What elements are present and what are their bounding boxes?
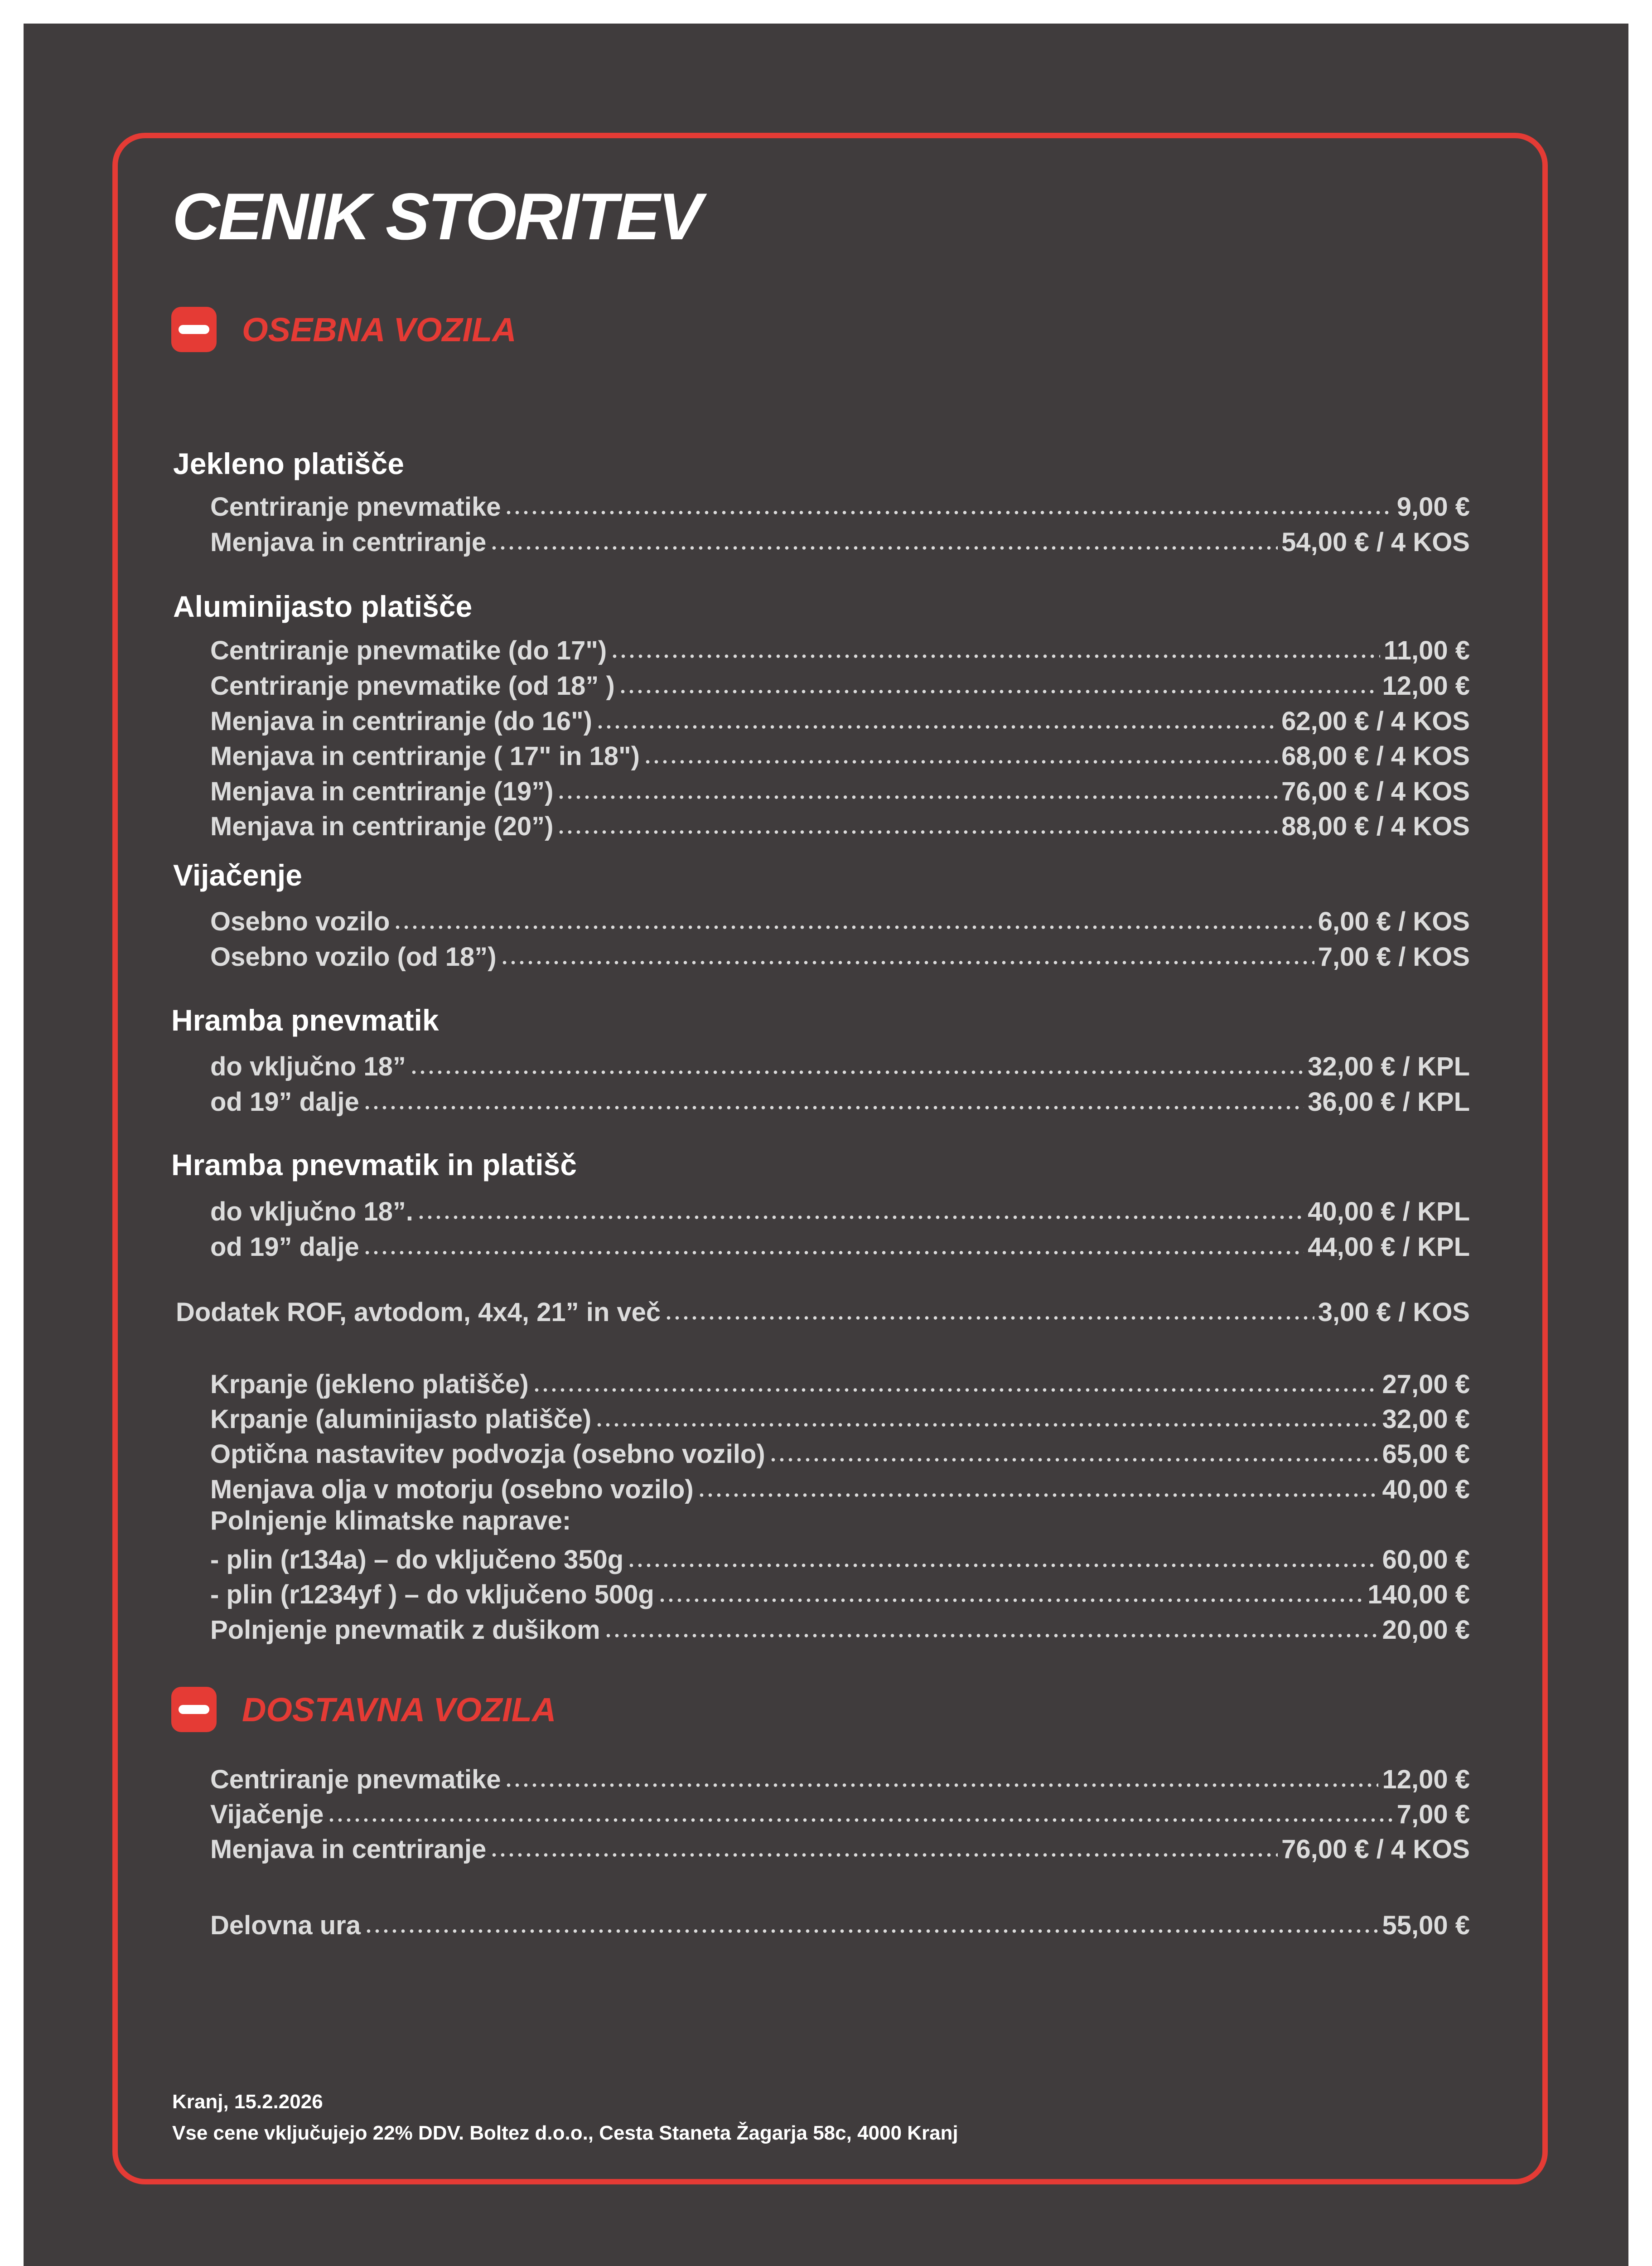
dot-leader — [500, 960, 1314, 965]
price-row — [210, 1397, 1470, 1433]
price-row — [210, 699, 1470, 735]
item-label: - plin (r134a) – do vključeno 350g — [210, 1545, 624, 1574]
dot-leader — [363, 1105, 1304, 1110]
price-row — [210, 1225, 1470, 1260]
dot-leader — [557, 830, 1278, 834]
item-label: Centriranje pnevmatike — [210, 492, 501, 522]
item-price: 9,00 € — [1396, 492, 1470, 522]
item-price: 65,00 € — [1382, 1439, 1470, 1469]
item-label: do vključno 18” — [210, 1052, 406, 1081]
item-price: 88,00 € / 4 KOS — [1281, 812, 1470, 841]
group-title-vijacenje: Vijačenje — [173, 858, 302, 892]
item-label: Menjava in centriranje ( 17" in 18") — [210, 741, 640, 771]
price-row — [210, 734, 1470, 770]
section-dostavna-vozila — [171, 1687, 556, 1732]
item-label: Menjava in centriranje (do 16") — [210, 707, 592, 736]
section-label: OSEBNA VOZILA — [242, 310, 517, 349]
dot-leader — [596, 725, 1278, 729]
dot-leader — [627, 1563, 1378, 1568]
dot-leader — [490, 546, 1278, 550]
item-price: 76,00 € / 4 KOS — [1281, 777, 1470, 806]
dot-leader — [393, 925, 1314, 930]
dot-leader — [557, 795, 1278, 799]
item-label: Menjava in centriranje (19”) — [210, 777, 554, 806]
item-price: 7,00 € — [1396, 1800, 1470, 1829]
price-row — [210, 900, 1470, 935]
footer-note: Vse cene vključujejo 22% DDV. Boltez d.o.o., Cesta Staneta Žagarja 58c, 4000 Kranj — [172, 2122, 958, 2144]
page-title: CENIK STORITEV — [172, 179, 701, 253]
price-row — [210, 770, 1470, 805]
minus-badge-icon — [171, 307, 217, 352]
item-price: 11,00 € — [1383, 636, 1470, 665]
price-row-dodatek — [176, 1290, 1470, 1326]
item-price: 55,00 € — [1382, 1911, 1470, 1940]
item-label: Menjava in centriranje (20”) — [210, 812, 554, 841]
group-title-hramba-platisc: Hramba pnevmatik in platišč — [171, 1148, 577, 1181]
item-label: Krpanje (jekleno platišče) — [210, 1370, 529, 1399]
dot-leader — [604, 1633, 1379, 1638]
item-price: 62,00 € / 4 KOS — [1281, 707, 1470, 736]
item-label: Delovna ura — [210, 1911, 361, 1940]
item-label: Centriranje pnevmatike — [210, 1765, 501, 1794]
minus-badge-icon — [171, 1687, 217, 1732]
dot-leader — [363, 1250, 1304, 1255]
item-price: 76,00 € / 4 KOS — [1281, 1835, 1470, 1864]
item-label: Centriranje pnevmatike (do 17") — [210, 636, 607, 665]
dot-leader — [618, 689, 1379, 694]
group-title-jekleno: Jekleno platišče — [173, 447, 404, 480]
klima-heading: Polnjenje klimatske naprave: — [210, 1506, 571, 1535]
item-price: 3,00 € / KOS — [1318, 1298, 1470, 1327]
item-price: 12,00 € — [1382, 1765, 1470, 1794]
item-label: Optična nastavitev podvozja (osebno vozilo) — [210, 1439, 765, 1469]
price-row — [210, 1362, 1470, 1398]
price-row — [210, 1432, 1470, 1467]
dot-leader — [610, 654, 1380, 658]
group-title-hramba: Hramba pnevmatik — [171, 1003, 439, 1037]
dot-leader — [504, 510, 1393, 515]
section-label: DOSTAVNA VOZILA — [242, 1690, 556, 1729]
item-price: 36,00 € / KPL — [1308, 1087, 1470, 1117]
price-row — [210, 1792, 1470, 1828]
section-osebna-vozila — [171, 307, 517, 352]
dot-leader — [664, 1316, 1314, 1320]
item-price: 60,00 € — [1382, 1545, 1470, 1574]
price-row — [210, 1827, 1470, 1863]
item-label: od 19” dalje — [210, 1087, 359, 1117]
item-label: Osebno vozilo — [210, 907, 390, 936]
item-price: 40,00 € — [1382, 1475, 1470, 1504]
item-label: od 19” dalje — [210, 1232, 359, 1262]
item-label: Krpanje (aluminijasto platišče) — [210, 1404, 592, 1434]
dot-leader — [769, 1457, 1379, 1462]
price-row — [210, 629, 1470, 664]
price-row — [210, 1608, 1470, 1643]
item-price: 54,00 € / 4 KOS — [1281, 528, 1470, 557]
price-row — [210, 485, 1470, 520]
dot-leader — [532, 1388, 1379, 1392]
footer-date: Kranj, 15.2.2026 — [172, 2091, 323, 2113]
dot-leader — [595, 1423, 1378, 1427]
dot-leader — [504, 1783, 1378, 1787]
price-row — [210, 664, 1470, 699]
dot-leader — [697, 1493, 1379, 1497]
item-price: 140,00 € — [1367, 1580, 1470, 1609]
item-price: 32,00 € — [1382, 1404, 1470, 1434]
price-row — [210, 804, 1470, 840]
item-price: 40,00 € / KPL — [1308, 1197, 1470, 1226]
dot-leader — [658, 1598, 1364, 1603]
item-label: Osebno vozilo (od 18”) — [210, 942, 497, 972]
item-price: 12,00 € — [1382, 671, 1470, 701]
dot-leader — [417, 1215, 1304, 1220]
price-row — [210, 1538, 1470, 1573]
price-row — [210, 1467, 1470, 1503]
dot-leader — [327, 1818, 1393, 1822]
item-price: 6,00 € / KOS — [1318, 907, 1470, 936]
price-row — [210, 1190, 1470, 1225]
price-row — [210, 935, 1470, 970]
item-price: 44,00 € / KPL — [1308, 1232, 1470, 1262]
price-row-delovna-ura — [210, 1903, 1470, 1939]
item-label: - plin (r1234yf ) – do vključeno 500g — [210, 1580, 654, 1609]
dot-leader — [364, 1929, 1378, 1933]
item-price: 32,00 € / KPL — [1308, 1052, 1470, 1081]
group-title-aluminij: Aluminijasto platišče — [173, 590, 473, 623]
item-price: 20,00 € — [1382, 1615, 1470, 1645]
item-price: 68,00 € / 4 KOS — [1281, 741, 1470, 771]
price-row — [210, 1573, 1470, 1608]
dot-leader — [643, 760, 1278, 764]
price-row — [210, 1080, 1470, 1115]
dot-leader — [410, 1070, 1304, 1075]
dot-leader — [490, 1853, 1278, 1857]
item-label: Dodatek ROF, avtodom, 4x4, 21” in več — [176, 1298, 661, 1327]
item-label: Vijačenje — [210, 1800, 324, 1829]
price-row — [210, 1045, 1470, 1080]
item-label: Menjava in centriranje — [210, 1835, 487, 1864]
item-price: 7,00 € / KOS — [1318, 942, 1470, 972]
item-label: Menjava olja v motorju (osebno vozilo) — [210, 1475, 694, 1504]
item-label: Centriranje pnevmatike (od 18” ) — [210, 671, 615, 701]
item-label: Polnjenje pnevmatik z dušikom — [210, 1615, 600, 1645]
item-label: do vključno 18”. — [210, 1197, 413, 1226]
item-label: Menjava in centriranje — [210, 528, 487, 557]
item-price: 27,00 € — [1382, 1370, 1470, 1399]
price-row — [210, 1758, 1470, 1793]
price-row — [210, 520, 1470, 556]
